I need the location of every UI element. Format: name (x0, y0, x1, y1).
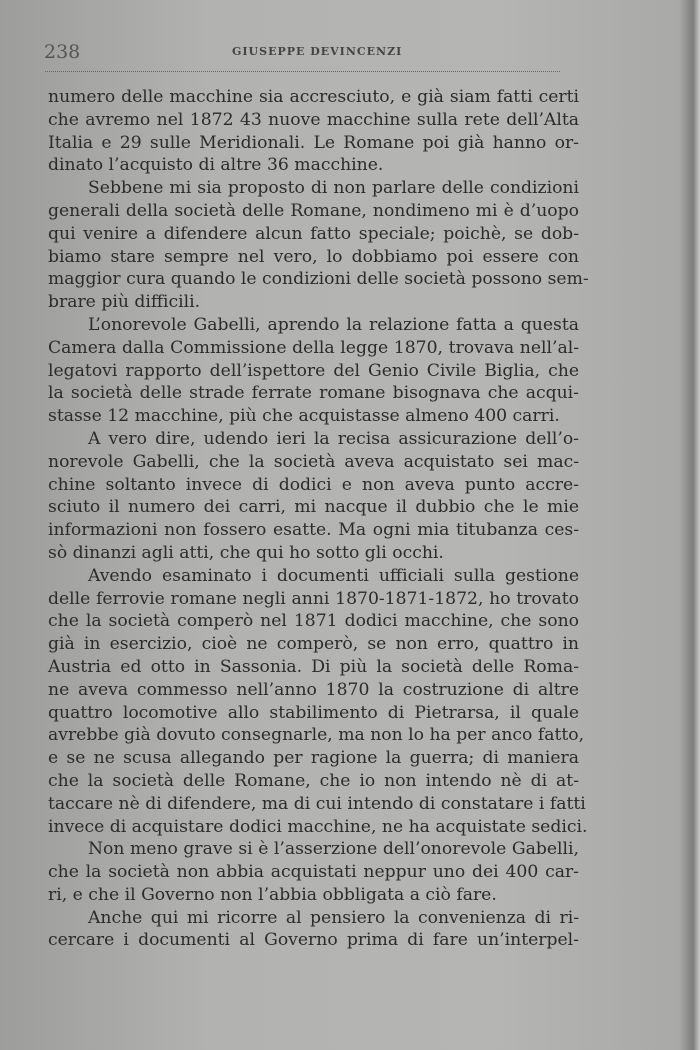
header-rule (45, 71, 560, 72)
text-line: maggior cura quando le condizioni delle società possono sem- (48, 269, 589, 290)
text-line: sò dinanzi agli atti, che qui ho sotto gli occhi. (48, 542, 444, 563)
text-line: Avendo esaminato i documenti ufficiali sulla gestione (88, 565, 579, 586)
text-line: Anche qui mi ricorre al pensiero la convenienza di ri- (88, 907, 579, 928)
text-line: legatovi rapporto dell’ispettore del Genio Civile Biglia, che (48, 360, 579, 381)
text-line: taccare nè di difendere, ma di cui intendo di constatare i fatti (48, 793, 586, 814)
text-line: biamo stare sempre nel vero, lo dobbiamo poi essere con (48, 246, 579, 267)
text-line: e se ne scusa allegando per ragione la guerra; di maniera (48, 748, 579, 769)
text-line: invece di acquistare dodici macchine, ne ha acquistate sedici. (48, 816, 588, 837)
page-number: 238 (44, 41, 81, 63)
text-line: cercare i documenti al Governo prima di fare un’interpel- (48, 930, 579, 951)
body-text (48, 86, 589, 952)
text-line: chine soltanto invece di dodici e non aveva punto accre- (48, 474, 579, 495)
text-line: ne aveva commesso nell’anno 1870 la costruzione di altre (48, 679, 579, 700)
text-line: generali della società delle Romane, nondimeno mi è d’uopo (48, 200, 579, 221)
text-line: che la società non abbia acquistati neppur uno dei 400 car- (48, 862, 579, 883)
running-title: GIUSEPPE DEVINCENZI (232, 45, 403, 58)
text-line: qui venire a difendere alcun fatto speciale; poichè, se dob- (48, 223, 579, 244)
text-line: Camera dalla Commissione della legge 1870, trovava nell’al- (48, 337, 579, 358)
text-line: avrebbe già dovuto consegnarle, ma non lo ha per anco fatto, (48, 725, 585, 746)
text-line: brare più difficili. (48, 292, 201, 313)
text-line: stasse 12 macchine, più che acquistasse almeno 400 carri. (48, 406, 560, 427)
text-line: sciuto il numero dei carri, mi nacque il dubbio che le mie (48, 497, 579, 518)
text-line: Austria ed otto in Sassonia. Di più la società delle Roma- (48, 656, 579, 677)
text-line: che la società comperò nel 1871 dodici macchine, che sono (48, 611, 579, 632)
text-line: norevole Gabelli, che la società aveva acquistato sei mac- (48, 451, 579, 472)
text-line: già in esercizio, cioè ne comperò, se non erro, quattro in (48, 634, 579, 655)
text-line: A vero dire, udendo ieri la recisa assicurazione dell’o- (88, 428, 579, 449)
text-line: Non meno grave si è l’asserzione dell’onorevole Gabelli, (88, 839, 579, 860)
text-line: informazioni non fossero esatte. Ma ogni mia titubanza ces- (48, 520, 579, 541)
text-line: ri, e che il Governo non l’abbia obbligata a ciò fare. (48, 884, 497, 905)
text-line: che la società delle Romane, che io non intendo nè di at- (48, 770, 579, 791)
text-line: numero delle macchine sia accresciuto, e già siam fatti certi (48, 87, 579, 107)
text-line: Italia e 29 sulle Meridionali. Le Romane poi già hanno or- (48, 132, 579, 153)
text-line: delle ferrovie romane negli anni 1870-1871-1872, ho trovato (48, 588, 579, 609)
text-line: Sebbene mi sia proposto di non parlare delle condizioni (88, 178, 579, 199)
text-line: che avremo nel 1872 43 nuove macchine sulla rete dell’Alta (48, 109, 579, 130)
text-line: L’onorevole Gabelli, aprendo la relazione fatta a questa (88, 314, 579, 335)
text-line: quattro locomotive allo stabilimento di Pietrarsa, il quale (48, 702, 579, 723)
text-line: dinato l’acquisto di altre 36 macchine. (48, 155, 384, 176)
text-line: la società delle strade ferrate romane bisognava che acqui- (48, 383, 579, 404)
